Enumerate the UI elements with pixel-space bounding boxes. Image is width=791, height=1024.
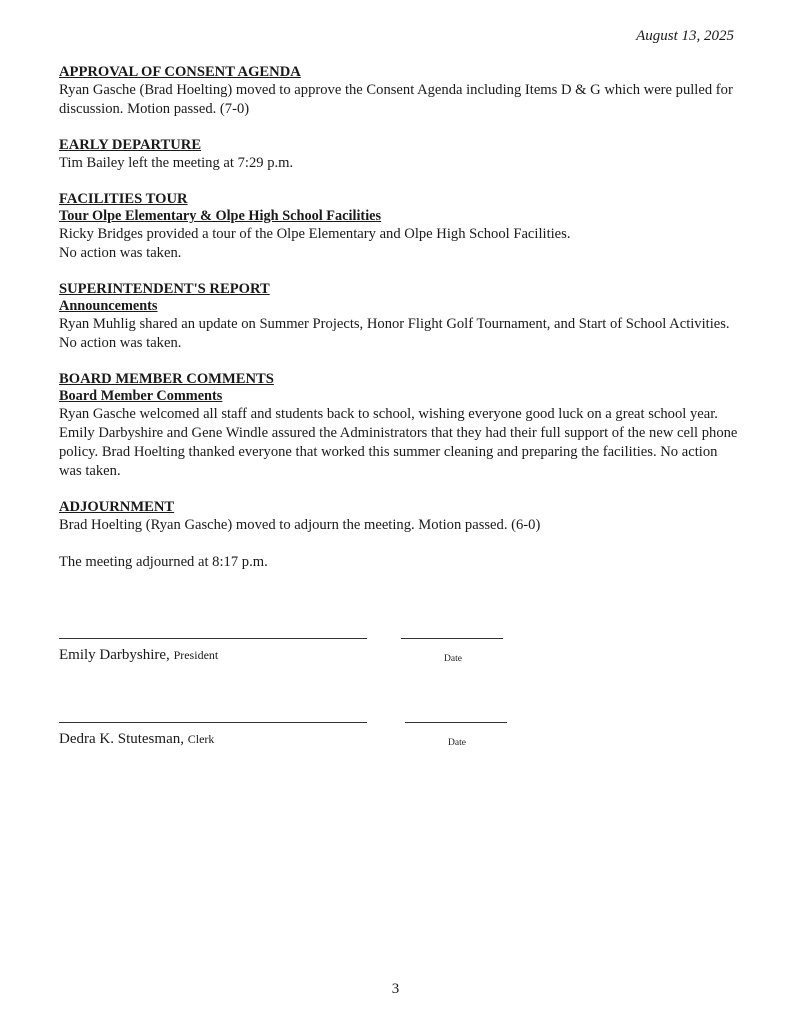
section-heading: EARLY DEPARTURE: [59, 137, 202, 153]
signature-line: [59, 722, 367, 723]
date-line: [401, 638, 503, 639]
section-subheading: Board Member Comments: [59, 388, 223, 404]
section-note: No action was taken.: [59, 245, 182, 261]
signer-name: [59, 646, 218, 665]
section-subheading: Announcements: [59, 298, 158, 314]
section-heading: SUPERINTENDENT'S REPORT: [59, 281, 270, 297]
section-adjournment: [59, 499, 739, 535]
closing-text: The meeting adjourned at 8:17 p.m.: [59, 554, 268, 570]
section-heading: ADJOURNMENT: [59, 499, 175, 515]
section-board-member-comments: [59, 371, 739, 481]
signer-title: President: [173, 648, 219, 662]
section-text: Ryan Muhlig shared an update on Summer Projects, Honor Flight Golf Tournament, and Start of School Activities. No action was taken.: [59, 316, 730, 351]
page-number: 3: [391, 981, 400, 997]
section-facilities-tour: [59, 191, 739, 263]
signer-name-text: Dedra K. Stutesman,: [59, 731, 184, 747]
section-closing: [59, 553, 739, 572]
minutes-content: [59, 64, 739, 590]
section-heading: APPROVAL OF CONSENT AGENDA: [59, 64, 301, 80]
section-text: Ryan Gasche welcomed all staff and students back to school, wishing everyone good luck on a great school year. Emily Darbyshire and Gene Windle assured the Administrators that they had their full support of the new cell phone policy. Brad Hoelting thanked everyone that worked this summer cleaning and preparing the facilities. No action was taken.: [59, 406, 738, 479]
section-text: Brad Hoelting (Ryan Gasche) moved to adjourn the meeting. Motion passed. (6-0): [59, 517, 541, 533]
date-label: Date: [448, 738, 466, 748]
signature-line: [59, 638, 367, 639]
section-heading: BOARD MEMBER COMMENTS: [59, 371, 274, 387]
section-consent-agenda: [59, 64, 739, 119]
signer-name: [59, 730, 214, 749]
section-text: Tim Bailey left the meeting at 7:29 p.m.: [59, 155, 294, 171]
section-superintendent-report: [59, 281, 739, 353]
date-label: Date: [444, 654, 462, 664]
section-text: Ryan Gasche (Brad Hoelting) moved to approve the Consent Agenda including Items D & G which were pulled for discussion. Motion passed. (7-0): [59, 82, 733, 117]
document-date: August 13, 2025: [636, 28, 734, 44]
section-subheading: Tour Olpe Elementary & Olpe High School Facilities: [59, 208, 382, 224]
section-heading: FACILITIES TOUR: [59, 191, 188, 207]
date-line: [405, 722, 507, 723]
section-text: Ricky Bridges provided a tour of the Olpe Elementary and Olpe High School Facilities.: [59, 226, 571, 242]
signer-name-text: Emily Darbyshire,: [59, 647, 170, 663]
signer-title: Clerk: [187, 732, 215, 746]
section-early-departure: [59, 137, 739, 173]
